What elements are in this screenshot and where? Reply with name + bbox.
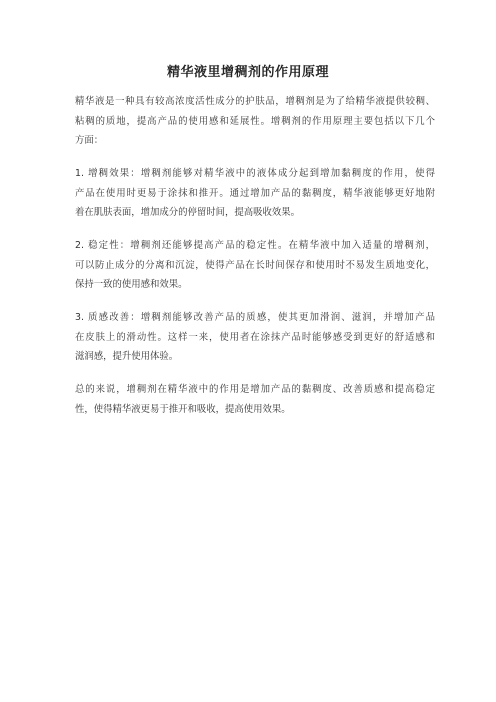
point-3-line-3: 滋润感，提升使用体验。 — [75, 351, 179, 363]
point-2-line-1: 2. 稳定性：增稠剂还能够提高产品的稳定性。在精华液中加入适量的增稠剂， — [75, 240, 435, 251]
intro-line-3: 方面： — [75, 135, 104, 147]
intro-line-2: 粘稠的质地，提高产品的使用感和延展性。增稠剂的作用原理主要包括以下几个 — [75, 115, 435, 127]
intro-line-1: 精华液是一种具有较高浓度活性成分的护肤品，增稠剂是为了给精华液提供较稠、 — [75, 96, 435, 107]
conclusion-line-2: 性，使得精华液更易于推开和吸收，提高使用效果。 — [75, 403, 291, 415]
point-3-line-2: 在皮肤上的滑动性。这样一来，使用者在涂抹产品时能够感受到更好的舒适感和 — [75, 331, 435, 343]
point-3-paragraph — [75, 308, 435, 367]
conclusion-line-1: 总的来说，增稠剂在精华液中的作用是增加产品的黏稠度、改善质感和提高稳定 — [75, 384, 435, 395]
point-1-paragraph — [75, 164, 435, 223]
point-1-line-1: 1. 增稠效果：增稠剂能够对精华液中的液体成分起到增加黏稠度的作用，使得 — [75, 168, 435, 179]
point-2-paragraph — [75, 236, 435, 295]
document-title: 精华液里增稠剂的作用原理 — [166, 65, 329, 80]
conclusion-paragraph — [75, 380, 435, 419]
point-3-line-1: 3. 质感改善：增稠剂能够改善产品的质感，使其更加滑润、滋润，并增加产品 — [75, 312, 435, 323]
point-1-line-2: 产品在使用时更易于涂抹和推开。通过增加产品的黏稠度，精华液能够更好地附 — [75, 187, 435, 199]
point-2-line-2: 可以防止成分的分离和沉淀，使得产品在长时间保存和使用时不易发生质地变化， — [75, 259, 435, 271]
point-1-line-3: 着在肌肤表面，增加成分的停留时间，提高吸收效果。 — [75, 207, 301, 219]
point-2-line-3: 保持一致的使用感和效果。 — [75, 279, 188, 291]
intro-paragraph — [75, 92, 435, 151]
